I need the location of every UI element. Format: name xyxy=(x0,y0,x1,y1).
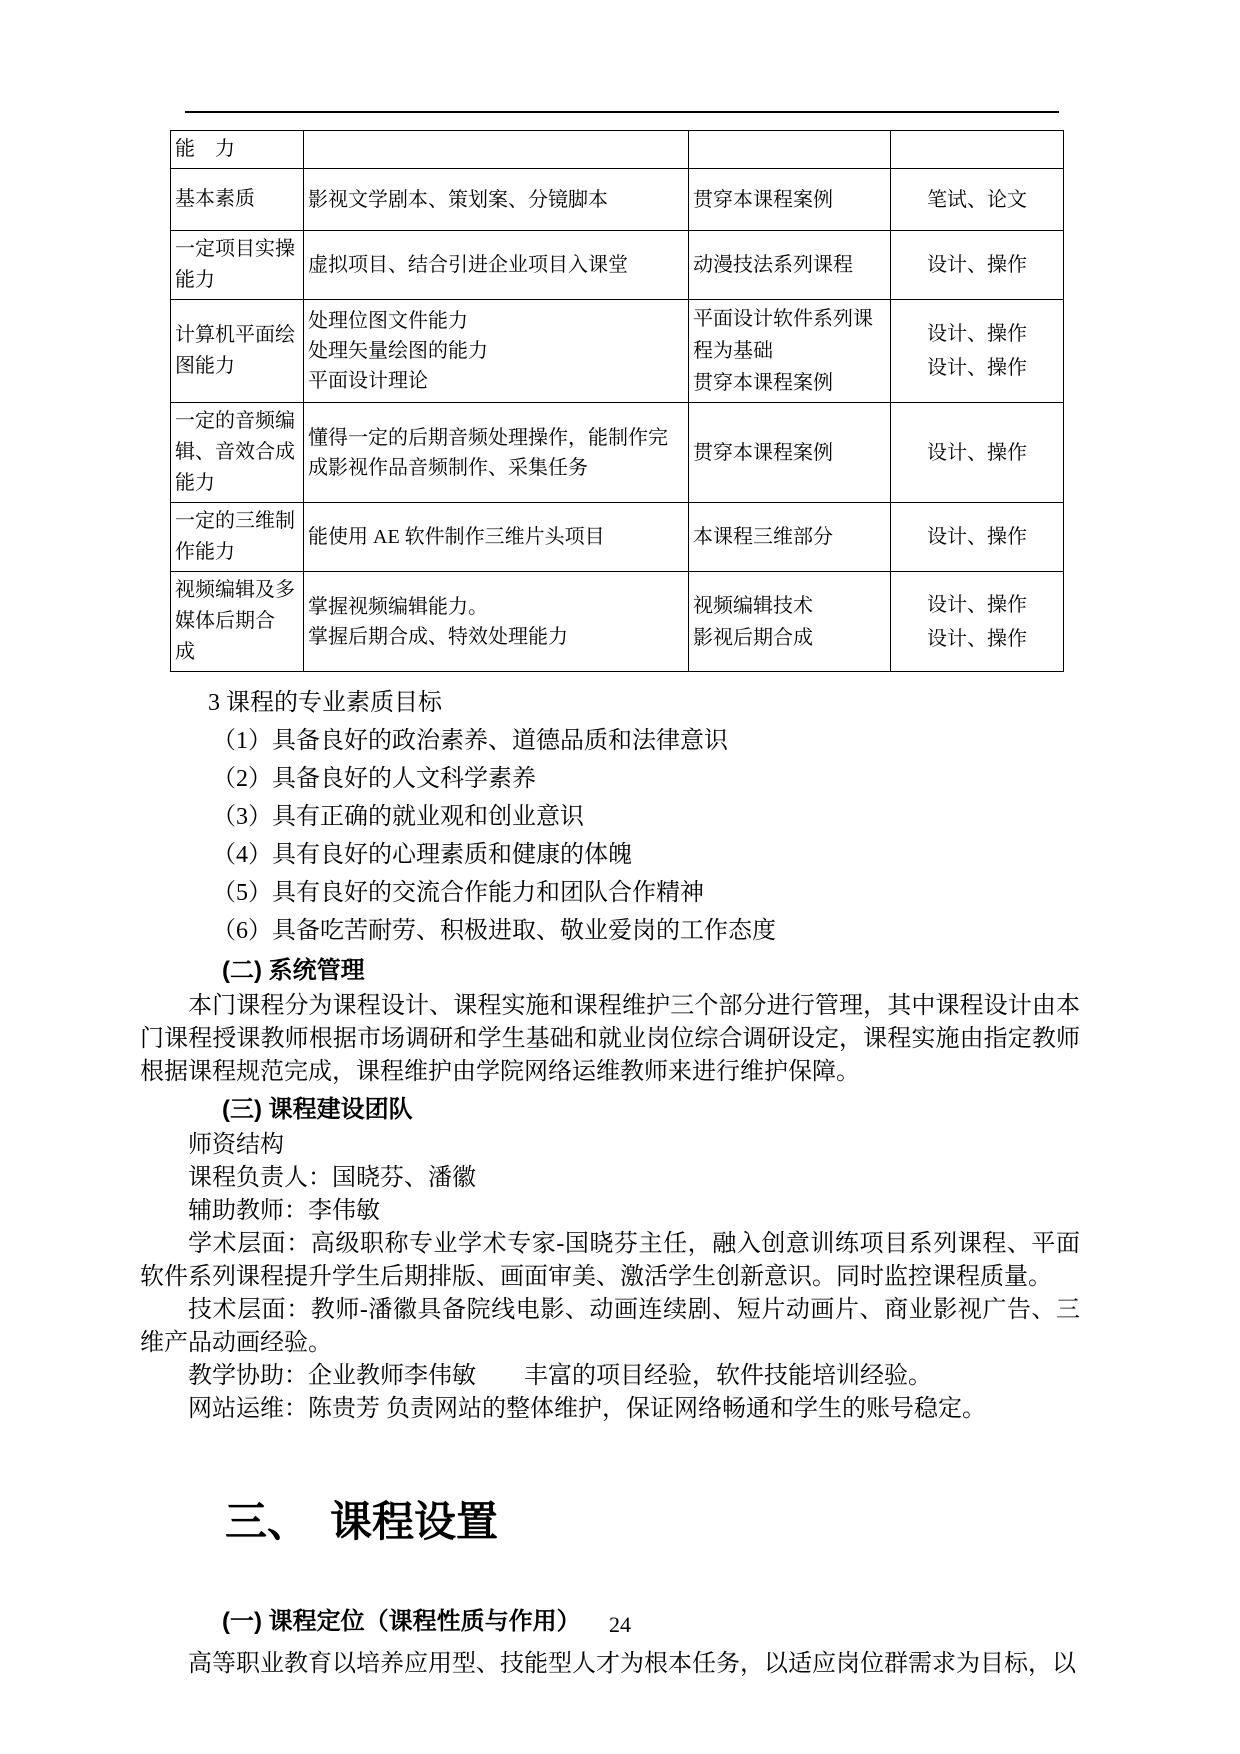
carrier-cell: 贯穿本课程案例 xyxy=(689,169,891,231)
carrier-cell: 视频编辑技术 影视后期合成 xyxy=(689,572,891,672)
table-row xyxy=(171,169,1064,231)
chapter-heading: 三、 课程设置 xyxy=(225,1498,499,1545)
ability-header-cell: 能 力 xyxy=(171,131,304,169)
empty-header-cell xyxy=(689,131,891,169)
content-cell: 掌握视频编辑能力。 掌握后期合成、特效处理能力 xyxy=(304,572,689,672)
table-header-row xyxy=(171,131,1064,169)
empty-header-cell xyxy=(304,131,689,169)
team-line: 技术层面：教师-潘徽具备院线电影、动画连续剧、短片动画片、商业影视广告、三维产品动画经验。 xyxy=(140,1297,1080,1356)
goals-item: （5）具有良好的交流合作能力和团队合作精神 xyxy=(212,880,704,906)
goals-item: （2）具备良好的人文科学素养 xyxy=(212,766,536,792)
team-line: 学术层面：高级职称专业学术专家-国晓芬主任，融入创意训练项目系列课程、平面软件系列课程提升学生后期排版、画面审美、激活学生创新意识。同时监控课程质量。 xyxy=(140,1231,1080,1290)
carrier-cell: 动漫技法系列课程 xyxy=(689,231,891,300)
assessment-cell: 笔试、论文 xyxy=(891,169,1064,231)
table-row xyxy=(171,300,1064,403)
goals-item: （6）具备吃苦耐劳、积极进取、敬业爱岗的工作态度 xyxy=(212,918,776,944)
system-management-paragraph: 本门课程分为课程设计、课程实施和课程维护三个部分进行管理，其中课程设计由本门课程授课教师根据市场调研和学生基础和就业岗位综合调研设定，课程实施由指定教师根据课程规范完成，课程维护由学院网络运维教师来进行维护保障。 xyxy=(140,993,1080,1085)
content-cell: 影视文学剧本、策划案、分镜脚本 xyxy=(304,169,689,231)
carrier-cell: 本课程三维部分 xyxy=(689,503,891,572)
goals-list xyxy=(140,722,1080,950)
table-row xyxy=(171,231,1064,300)
team-line: 课程负责人：国晓芬、潘徽 xyxy=(188,1165,476,1191)
header-rule xyxy=(185,111,1059,113)
assessment-cell: 设计、操作 设计、操作 xyxy=(891,572,1064,672)
table-row xyxy=(171,503,1064,572)
ability-cell: 视频编辑及多媒体后期合 成 xyxy=(171,572,304,672)
ability-table xyxy=(170,130,1064,672)
empty-header-cell xyxy=(891,131,1064,169)
subsection-heading: (一) 课程定位（课程性质与作用） xyxy=(222,1608,581,1635)
team-line: 师资结构 xyxy=(188,1132,284,1158)
ability-cell: 一定的三维制作能力 xyxy=(171,503,304,572)
assessment-cell: 设计、操作 xyxy=(891,403,1064,503)
section-heading-team: (三) 课程建设团队 xyxy=(222,1096,413,1123)
content-cell: 虚拟项目、结合引进企业项目入课堂 xyxy=(304,231,689,300)
content-cell: 能使用 AE 软件制作三维片头项目 xyxy=(304,503,689,572)
content-cell: 懂得一定的后期音频处理操作，能制作完成影视作品音频制作、采集任务 xyxy=(304,403,689,503)
intro-paragraph: 高等职业教育以培养应用型、技能型人才为根本任务，以适应岗位群需求为目标，以 xyxy=(188,1651,1076,1677)
content-cell: 处理位图文件能力 处理矢量绘图的能力 平面设计理论 xyxy=(304,300,689,403)
ability-cell: 一定项目实操能力 xyxy=(171,231,304,300)
page-content xyxy=(140,0,1080,1681)
ability-cell: 一定的音频编辑、音效合成能力 xyxy=(171,403,304,503)
ability-cell: 基本素质 xyxy=(171,169,304,231)
table-row xyxy=(171,572,1064,672)
assessment-cell: 设计、操作 设计、操作 xyxy=(891,300,1064,403)
goals-item: （4）具有良好的心理素质和健康的体魄 xyxy=(212,842,632,868)
table-row xyxy=(171,403,1064,503)
carrier-cell: 贯穿本课程案例 xyxy=(689,403,891,503)
goals-item: （3）具有正确的就业观和创业意识 xyxy=(212,804,584,830)
team-line: 网站运维：陈贵芳 负责网站的整体维护，保证网络畅通和学生的账号稳定。 xyxy=(188,1396,986,1422)
carrier-cell: 平面设计软件系列课程为基础 贯穿本课程案例 xyxy=(689,300,891,403)
page-number: 24 xyxy=(609,1612,631,1637)
team-line: 辅助教师：李伟敏 xyxy=(188,1198,380,1224)
section-heading-system-management: (二) 系统管理 xyxy=(222,957,365,984)
assessment-cell: 设计、操作 xyxy=(891,503,1064,572)
goals-heading: 3 课程的专业素质目标 xyxy=(208,690,442,716)
ability-cell: 计算机平面绘图能力 xyxy=(171,300,304,403)
goals-item: （1）具备良好的政治素养、道德品质和法律意识 xyxy=(212,728,728,754)
team-line: 教学协助：企业教师李伟敏 丰富的项目经验，软件技能培训经验。 xyxy=(188,1363,932,1389)
assessment-cell: 设计、操作 xyxy=(891,231,1064,300)
